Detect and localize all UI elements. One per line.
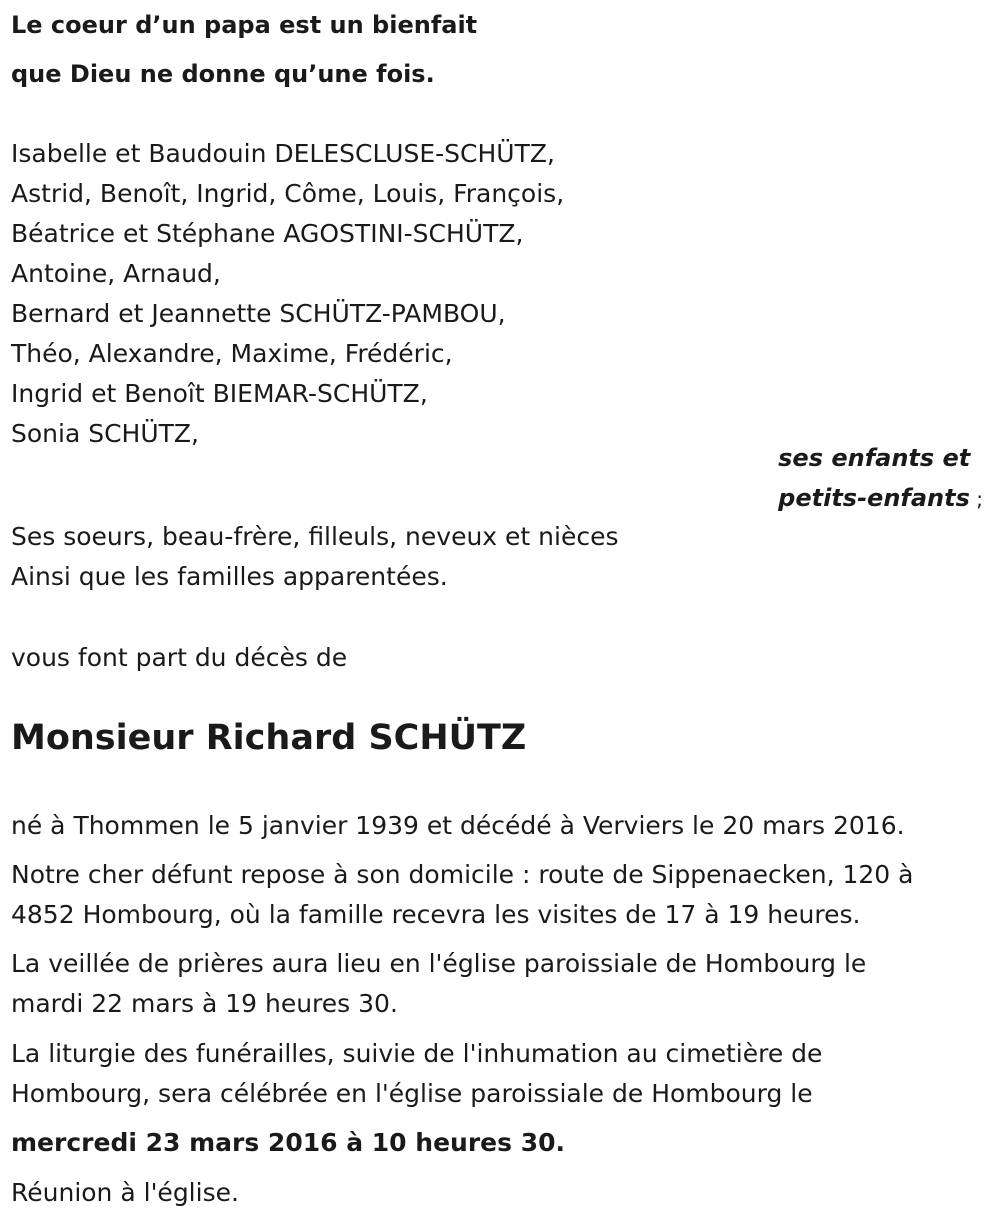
- family-line: Sonia SCHÜTZ,: [11, 419, 199, 448]
- family-line: Ingrid et Benoît BIEMAR-SCHÜTZ,: [11, 379, 428, 408]
- detail-line: né à Thommen le 5 janvier 1939 et décédé à Verviers le 20 mars 2016.: [11, 811, 905, 840]
- closing-line: Réunion à l'église.: [11, 1178, 239, 1207]
- others-line: Ses soeurs, beau-frère, filleuls, neveux et nièces: [11, 522, 619, 551]
- relation-line-1: ses enfants et: [778, 444, 971, 472]
- relation-line-2: petits-enfants ;: [778, 484, 983, 512]
- detail-line: 4852 Hombourg, où la famille recevra les visites de 17 à 19 heures.: [11, 900, 861, 929]
- announcement: vous font part du décès de: [11, 643, 348, 672]
- detail-line: Notre cher défunt repose à son domicile : route de Sippenaecken, 120 à: [11, 860, 914, 889]
- family-line: Théo, Alexandre, Maxime, Frédéric,: [11, 339, 453, 368]
- detail-line: La veillée de prières aura lieu en l'église paroissiale de Hombourg le: [11, 949, 867, 978]
- epigraph-line-2: que Dieu ne donne qu’une fois.: [11, 60, 435, 88]
- detail-line: La liturgie des funérailles, suivie de l'inhumation au cimetière de: [11, 1039, 823, 1068]
- family-line: Astrid, Benoît, Ingrid, Côme, Louis, François,: [11, 179, 565, 208]
- family-line: Béatrice et Stéphane AGOSTINI-SCHÜTZ,: [11, 219, 524, 248]
- funeral-date: mercredi 23 mars 2016 à 10 heures 30.: [11, 1128, 565, 1157]
- family-line: Antoine, Arnaud,: [11, 259, 221, 288]
- family-line: Isabelle et Baudouin DELESCLUSE-SCHÜTZ,: [11, 139, 555, 168]
- detail-line: mardi 22 mars à 19 heures 30.: [11, 989, 398, 1018]
- deceased-name: Monsieur Richard SCHÜTZ: [11, 718, 527, 758]
- family-line: Bernard et Jeannette SCHÜTZ-PAMBOU,: [11, 299, 506, 328]
- others-line: Ainsi que les familles apparentées.: [11, 562, 448, 591]
- detail-line: Hombourg, sera célébrée en l'église paroissiale de Hombourg le: [11, 1079, 813, 1108]
- epigraph-line-1: Le coeur d’un papa est un bienfait: [11, 11, 478, 39]
